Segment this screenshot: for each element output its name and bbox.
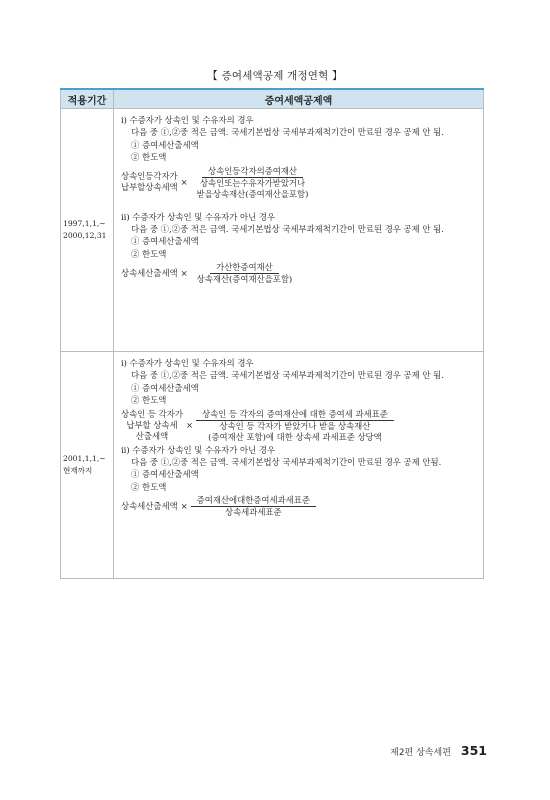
period-cell [61, 352, 114, 579]
header-period: 적용기간 [61, 89, 114, 109]
case-heading: ⅰ) 수증자가 상속인 및 수유자의 경우 [121, 115, 254, 125]
fraction-numerator: 증여재산에대한증여세과세표준 [191, 494, 316, 507]
item-calculated-tax: ① 증여세산출세액 [131, 236, 199, 247]
fraction [191, 494, 316, 518]
page-number: 351 [460, 743, 487, 758]
fraction-denominator [191, 178, 315, 200]
header-content: 증여세액공제액 [114, 89, 484, 109]
table-header-row [61, 89, 484, 109]
multiply-sign: × [180, 268, 188, 279]
limit-formula [121, 408, 477, 443]
formula-lhs [121, 171, 178, 193]
formula-lhs-line: 산출세액 [135, 430, 169, 441]
section-name: 제2편 상속세편 [390, 748, 451, 758]
period-end: 2000,12,31 [63, 231, 107, 240]
fraction-denominator [202, 421, 388, 443]
limit-formula [121, 261, 477, 285]
table-row [61, 109, 484, 352]
item-limit: ② 한도액 [131, 152, 167, 163]
item-calculated-tax: ① 증여세산출세액 [131, 469, 199, 480]
case-rule: 다음 중 ①,②중 적은 금액. 국세기본법상 국세부과제척기간이 만료된 경우 공제 안 됨. [131, 370, 444, 381]
multiply-sign: × [180, 176, 188, 187]
limit-formula [121, 165, 477, 200]
formula-lhs [121, 409, 183, 442]
period-cell [61, 109, 114, 352]
fraction [191, 261, 299, 285]
content-cell [114, 109, 484, 352]
formula-lhs: 상속세산출세액 [121, 500, 178, 511]
fraction-numerator: 가산한증여재산 [210, 261, 279, 274]
case-rule: 다음 중 ①,②중 적은 금액. 국세기본법상 국세부과제척기간이 만료된 경우 공제 안 됨. [131, 224, 444, 235]
case-rule: 다음 중 ①,②중 적은 금액. 국세기본법상 국세부과제척기간이 만료된 경우 공제 안 됨. [131, 127, 444, 138]
case-rule: 다음 중 ①,②중 적은 금액. 국세기본법상 국세부과제척기간이 만료된 경우 공제 안됨. [131, 457, 442, 468]
fraction [191, 165, 315, 200]
amendment-history-table [60, 88, 484, 579]
multiply-sign: × [180, 501, 188, 512]
item-limit: ② 한도액 [131, 481, 167, 492]
fraction-numerator: 상속인등각자의증여재산 [202, 165, 303, 178]
formula-lhs: 상속세산출세액 [121, 267, 178, 278]
table-row [61, 352, 484, 579]
item-limit: ② 한도액 [131, 248, 167, 259]
case-heading: ⅱ) 수증자가 상속인 및 수유자가 아닌 경우 [121, 211, 276, 222]
period-end: 현재까지 [63, 466, 93, 475]
period-start: 1997,1,1,~ [63, 219, 106, 228]
denominator-line: 상속인또는수유자가받았거나 [199, 177, 306, 188]
formula-lhs-line: 상속인등각자가 [121, 171, 178, 182]
denominator-line: (증여재산 포함)에 대한 상속세 과세표준 상당액 [208, 431, 382, 442]
fraction [196, 408, 394, 443]
denominator-line: 상속인 등 각자가 받았거나 받을 상속재산 [219, 420, 371, 431]
fraction-numerator: 상속인 등 각자의 증여재산에 대한 증여세 과세표준 [196, 408, 394, 421]
case-heading: ⅰ) 수증자가 상속인 및 수유자의 경우 [121, 358, 254, 368]
item-calculated-tax: ① 증여세산출세액 [131, 382, 199, 393]
case-heading: ⅱ) 수증자가 상속인 및 수유자가 아닌 경우 [121, 444, 276, 455]
fraction-denominator: 상속세과세표준 [224, 507, 282, 518]
item-limit: ② 한도액 [131, 395, 167, 406]
formula-lhs-line: 납부할상속세액 [121, 182, 178, 193]
formula-lhs-line: 납부할 상속세 [126, 419, 178, 430]
table-title: 【 증여세액공제 개정연혁 】 [207, 70, 343, 82]
denominator-line: 받을상속재산(증여재산을포함) [196, 188, 309, 199]
limit-formula [121, 494, 477, 518]
fraction-denominator: 상속재산(증여재산을포함) [196, 274, 293, 285]
multiply-sign: × [185, 419, 193, 430]
item-calculated-tax: ① 증여세산출세액 [131, 139, 199, 150]
formula-lhs-line: 상속인 등 각자가 [121, 408, 183, 419]
content-cell [114, 352, 484, 579]
period-start: 2001,1,1,~ [63, 454, 106, 463]
page-footer [390, 743, 487, 758]
